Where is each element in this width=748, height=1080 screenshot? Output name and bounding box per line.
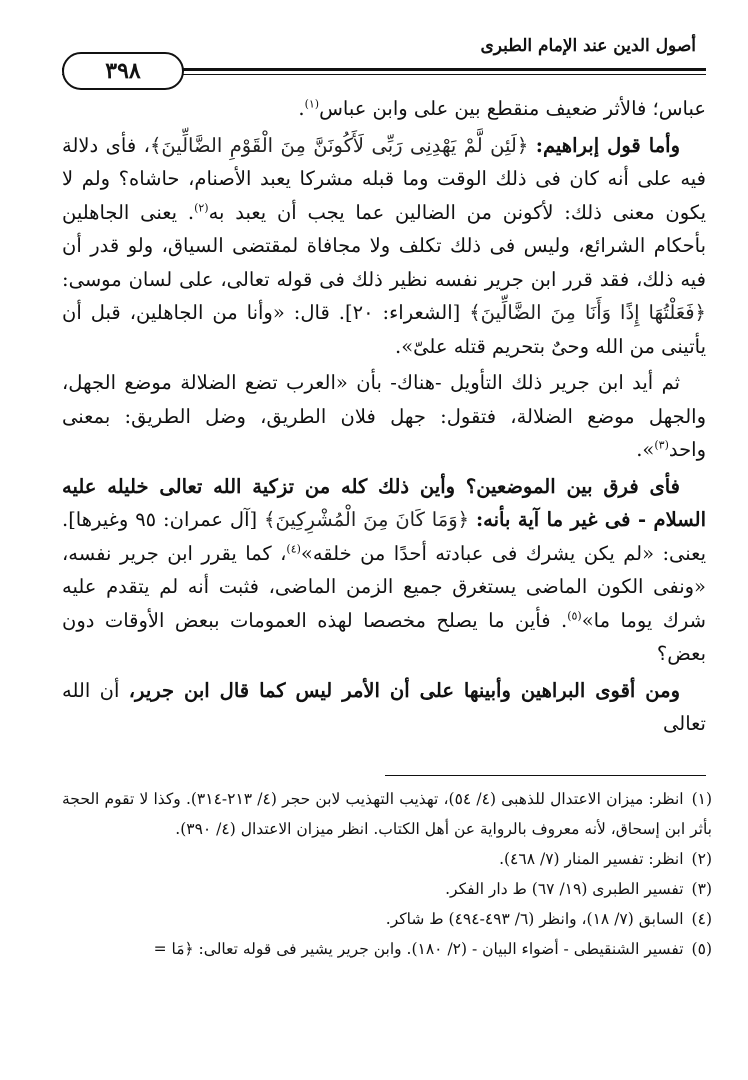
- p4-text3: . فأين ما يصلح مخصصا لهذه العمومات ببعض الأوقات دون بعض؟: [62, 608, 706, 665]
- footnote-text: تفسير الشنقيطى - أضواء البيان - (٢/ ١٨٠). وابن جرير يشير فى قوله تعالى: ﴿مَا =: [153, 940, 684, 958]
- footnote-1: [62, 784, 712, 844]
- footnote-separator: [385, 775, 706, 776]
- p4-lead: فأى فرق بين الموضعين؟ وأين ذلك كله من تزكية الله تعالى خليله عليه السلام - فى غير ما آية بأنه:: [62, 474, 707, 531]
- footnote-4: [62, 904, 712, 934]
- paragraph-4: [62, 470, 706, 671]
- footnote-text: تفسير الطبرى (١٩/ ٦٧) ط دار الفكر.: [445, 880, 684, 898]
- p5-text: أن الله تعالى: [62, 678, 706, 735]
- running-title: أصول الدين عند الإمام الطبرى: [480, 36, 696, 56]
- footnotes: [62, 784, 712, 964]
- page-header: [62, 28, 706, 88]
- footnote-number: (٣): [691, 880, 712, 898]
- page-number: ٣٩٨: [62, 52, 184, 90]
- p4-text1: . يعنى: «لم يكن يشرك فى عبادته أحدًا من خلقه»: [62, 508, 706, 565]
- verse-ref-2: [آل عمران: ٩٥ وغيرها]: [68, 508, 258, 531]
- footnote-text: انظر: تفسير المنار (٧/ ٤٦٨).: [499, 850, 684, 868]
- footnote-text: السابق (٧/ ١٨)، وانظر (٦/ ٤٩٣-٤٩٤) ط شاكر.: [385, 910, 684, 928]
- p1-text: عباس؛ فالأثر ضعيف منقطع بين على وابن عباس: [319, 97, 706, 120]
- body-text: [62, 92, 706, 744]
- footnote-ref-5: (٥): [567, 609, 582, 622]
- paragraph-1: [62, 92, 706, 126]
- paragraph-5: [62, 674, 706, 741]
- p2-text3: . قال: «وأنا من الجاهلين، قبل أن يأتينى من الله وحىٌ بتحريم قتله علىّ».: [62, 301, 706, 358]
- quran-verse-2: ﴿فَعَلْتُهَا إِذًا وَأَنَا مِنَ الضَّالِّينَ﴾: [469, 301, 706, 324]
- footnote-number: (٥): [691, 940, 712, 958]
- quran-verse-1: ﴿لَئِن لَّمْ يَهْدِنِى رَبِّى لَأَكُونَنَّ مِنَ الْقَوْمِ الضَّالِّينَ﴾: [149, 133, 529, 157]
- quran-verse-3: ﴿وَمَا كَانَ مِنَ الْمُشْرِكِينَ﴾: [264, 508, 470, 531]
- p3-text: ثم أيد ابن جرير ذلك التأويل -هناك- بأن «العرب تضع الضلالة موضع الجهل، والجهل موضع الضلالة، فتقول: جهل فلان الطريق، وضل الطريق: بمعنى واحد: [62, 371, 706, 461]
- footnote-text: انظر: ميزان الاعتدال للذهبى (٤/ ٥٤)، تهذيب التهذيب لابن حجر (٤/ ٢١٣-٣١٤). وكذا لا تقوم الحجة بأثر ابن إسحاق، لأنه معروف بالرواية عن أهل الكتاب. انظر ميزان الاعتدال (٤/ ٣٩٠).: [62, 790, 712, 838]
- footnote-ref-3: (٣): [654, 438, 669, 452]
- footnote-2: [62, 844, 712, 874]
- paragraph-2: [62, 129, 706, 364]
- p3-end: ».: [636, 438, 655, 461]
- footnote-ref-1: (١): [304, 97, 320, 111]
- p2-text1: ، فأى دلالة فيه على أنه كان فى ذلك الوقت وما قبله مشركا يعبد الأصنام، حاشاه؟ ولم لا يكون معنى ذلك: لأكونن من الضالين عما يجب أن يعبد به: [62, 133, 706, 224]
- p2-lead: وأما قول إبراهيم:: [535, 133, 680, 157]
- footnote-5: [62, 934, 712, 964]
- footnote-ref-4: (٤): [286, 542, 301, 555]
- footnote-number: (١): [691, 790, 713, 808]
- footnote-ref-2: (٢): [194, 201, 209, 214]
- footnote-3: [62, 874, 712, 904]
- footnote-number: (٢): [691, 850, 712, 868]
- footnote-number: (٤): [691, 910, 712, 928]
- paragraph-3: [62, 366, 706, 467]
- p2-text2: . يعنى الجاهلين بأحكام الشرائع، وليس فى ذلك تكلف ولا مجافاة لمقتضى السياق، ولو قدر أن فيه ذلك، فقد قرر ابن جرير نفسه نظير ذلك فى قوله تعالى، على لسان موسى:: [62, 200, 706, 291]
- p4-text2: ، كما يقرر ابن جرير نفسه، «ونفى الكون الماضى يستغرق جميع الزمن الماضى، فثبت أنه لم يتقدم عليه شرك يوما ما»: [62, 541, 706, 632]
- verse-ref-1: [الشعراء: ٢٠]: [344, 301, 461, 324]
- p5-lead: ومن أقوى البراهين وأبينها على أن الأمر ليس كما قال ابن جرير،: [128, 678, 680, 702]
- p1-end: .: [298, 97, 305, 120]
